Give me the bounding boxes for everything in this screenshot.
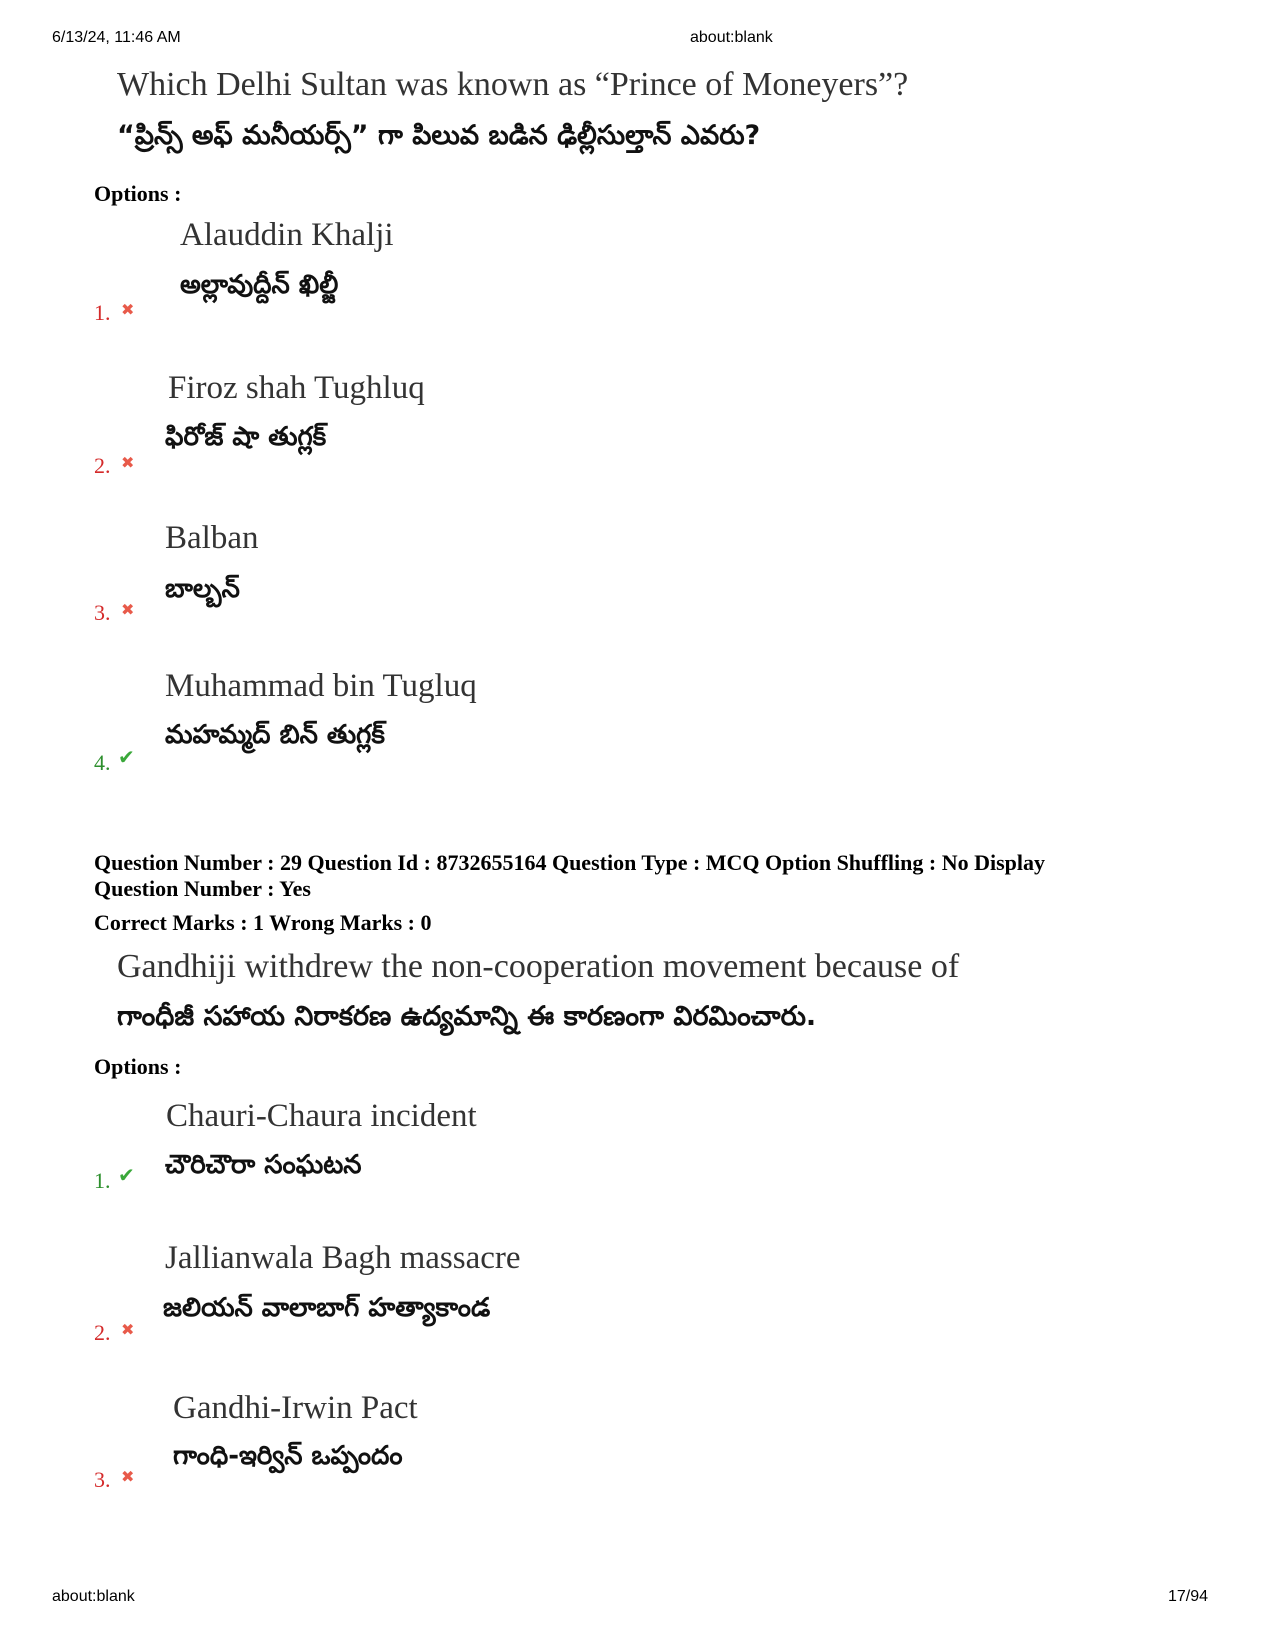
check-mark-icon: ✔ [118,1163,135,1187]
wrong-mark-icon: ✖ [121,1320,135,1339]
wrong-mark-icon: ✖ [121,600,135,619]
print-datetime: 6/13/24, 11:46 AM [52,29,181,46]
option-text-te: గాంధి-ఇర్విన్ ఒప్పందం [173,1441,403,1471]
options-label: Options : [94,1054,182,1079]
question-marks: Correct Marks : 1 Wrong Marks : 0 [94,910,432,935]
option-number: 2. [94,453,111,478]
option-text-en: Gandhi-Irwin Pact [173,1390,418,1426]
option-text-en: Chauri-Chaura incident [166,1098,477,1134]
option-text-en: Muhammad bin Tugluq [165,668,477,704]
page-number: 17/94 [1168,1588,1209,1605]
wrong-mark-icon: ✖ [121,1467,135,1486]
question-text-te: గాంధీజీ సహాయ నిరాకరణ ఉద్యమాన్ని ఈ కారణంగా విరమించారు. [117,1001,817,1032]
option-number: 3. [94,1467,111,1492]
question-meta-line1: Question Number : 29 Question Id : 8732655164 Question Type : MCQ Option Shuffling : No Display [94,850,1046,875]
option-text-te: అల్లావుద్దీన్ ఖిల్జీ [180,270,339,300]
option-number: 3. [94,600,111,625]
option-text-te: మహమ్మద్ బిన్ తుగ్లక్ [165,720,385,750]
option-text-en: Firoz shah Tughluq [168,370,425,406]
option-number: 4. [94,750,111,775]
question-text-en: Which Delhi Sultan was known as “Prince of Moneyers”? [117,66,909,103]
wrong-mark-icon: ✖ [121,300,135,319]
option-text-te: చౌరిచౌరా సంఘటన [165,1150,362,1180]
option-number: 1. [94,1168,111,1193]
option-text-en: Alauddin Khalji [180,217,394,253]
question-text-en: Gandhiji withdrew the non-cooperation movement because of [117,948,960,985]
option-text-en: Jallianwala Bagh massacre [165,1240,521,1276]
print-footer-url: about:blank [52,1588,135,1605]
wrong-mark-icon: ✖ [121,453,135,472]
option-text-te: ఫిరోజ్ షా తుగ్లక్ [165,422,327,452]
option-text-en: Balban [165,520,259,556]
options-label: Options : [94,181,182,206]
check-mark-icon: ✔ [118,745,135,769]
print-title: about:blank [690,29,773,46]
option-number: 2. [94,1320,111,1345]
option-number: 1. [94,300,111,325]
question-meta-line2: Question Number : Yes [94,876,311,901]
option-text-te: బాల్బన్ [165,574,240,604]
option-text-te: జలియన్ వాలాబాగ్ హత్యాకాండ [163,1293,491,1323]
question-text-te: “ప్రిన్స్ అఫ్ మనీయర్స్” గా పిలువ బడిన ఢిల్లీసుల్తాన్ ఎవరు? [117,120,761,151]
